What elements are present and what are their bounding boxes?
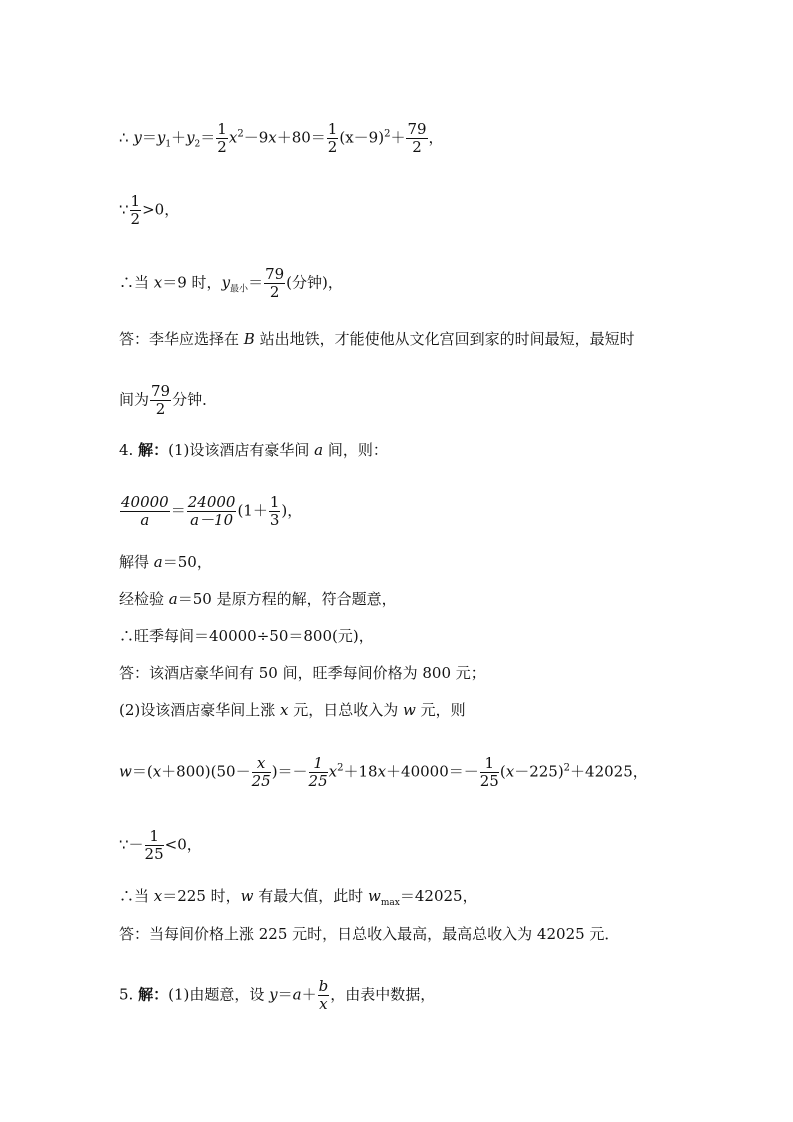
answer-line-3: 答：该酒店豪华间有 50 间，旺季每间价格为 800 元； [119,664,486,682]
part-2-setup: (2)设该酒店豪华间上涨 x 元，日总收入为 w 元，则 [119,701,466,719]
equation-line-3: ∴当 x＝9 时，$y_{最小}=$ $\frac{79}{2}$ (分钟)， [119,265,343,301]
fraction: $\frac{79}{2}$ [151,382,171,418]
fraction: $\frac{1}{25}$ [144,827,164,863]
fraction: $\frac{1}{25}$ [479,754,499,790]
equation-line-6: ∵－ $\frac{1}{25}$ <0， [119,827,202,863]
fraction: $\frac{79}{2}$ [265,265,285,301]
answer-line-1: 答：李华应选择在 B 站出地铁，才能使他从文化宫回到家的时间最短，最短时 [119,330,635,348]
fraction: $\frac{40000}{a}$ [121,493,169,529]
fraction: $\frac{79}{2}$ [407,120,427,156]
answer-line-4: 答：当每间价格上涨 225 元时，日总收入最高，最高总收入为 42025 元． [119,925,620,943]
equation-line-5: w＝(x＋800)(50－ $\frac{x}{25}$ )＝－ $\frac{1}{25}$ $x^2+18x+40000=-$ $\frac{1}{25}$ $(x-225)^2+42025$， [119,754,648,790]
check-line: 经检验 a＝50 是原方程的解，符合题意， [119,590,397,608]
max-line: ∴当 x＝225 时，w 有最大值，此时 $w_{max}=42025$， [119,887,478,908]
calc-line: ∴旺季每间＝40000÷50＝800(元)， [119,627,374,645]
fraction: $\frac{1}{25}$ [308,754,328,790]
equation-line-2: ∵ $\frac{1}{2}$ >0， [119,192,180,228]
therefore-symbol: ∴ [119,128,129,147]
fraction: $\frac{1}{2}$ [217,120,227,156]
equation-line-1: ∴ $y=y_1+y_2=$ $\frac{1}{2}$ $x^2-9x+80=$ $\frac{1}{2}$ $(x-9)^2+$ $\frac{79}{2}$ ， [119,120,444,156]
equation-line-4: $\frac{40000}{a}$ ＝ $\frac{24000}{a-10}$ (1＋ $\frac{1}{3}$ )， [121,493,303,529]
fraction: $\frac{b}{x}$ [318,977,329,1013]
fraction: $\frac{24000}{a-10}$ [187,493,236,529]
solution-line: 解得 a＝50， [119,553,212,571]
problem-4-heading: 4. 解：(1)设该酒店有豪华间 a 间，则： [119,441,388,459]
because-symbol: ∵ [119,200,129,219]
problem-5-heading: 5. 解：(1)由题意，设 y＝a＋ $\frac{b}{x}$ ，由表中数据， [119,977,436,1013]
fraction: $\frac{1}{3}$ [269,493,280,529]
answer-line-2: 间为 $\frac{79}{2}$ 分钟． [119,382,218,418]
fraction: $\frac{1}{2}$ [327,120,338,156]
fraction: $\frac{x}{25}$ [251,754,271,790]
fraction: $\frac{1}{2}$ [130,192,141,228]
